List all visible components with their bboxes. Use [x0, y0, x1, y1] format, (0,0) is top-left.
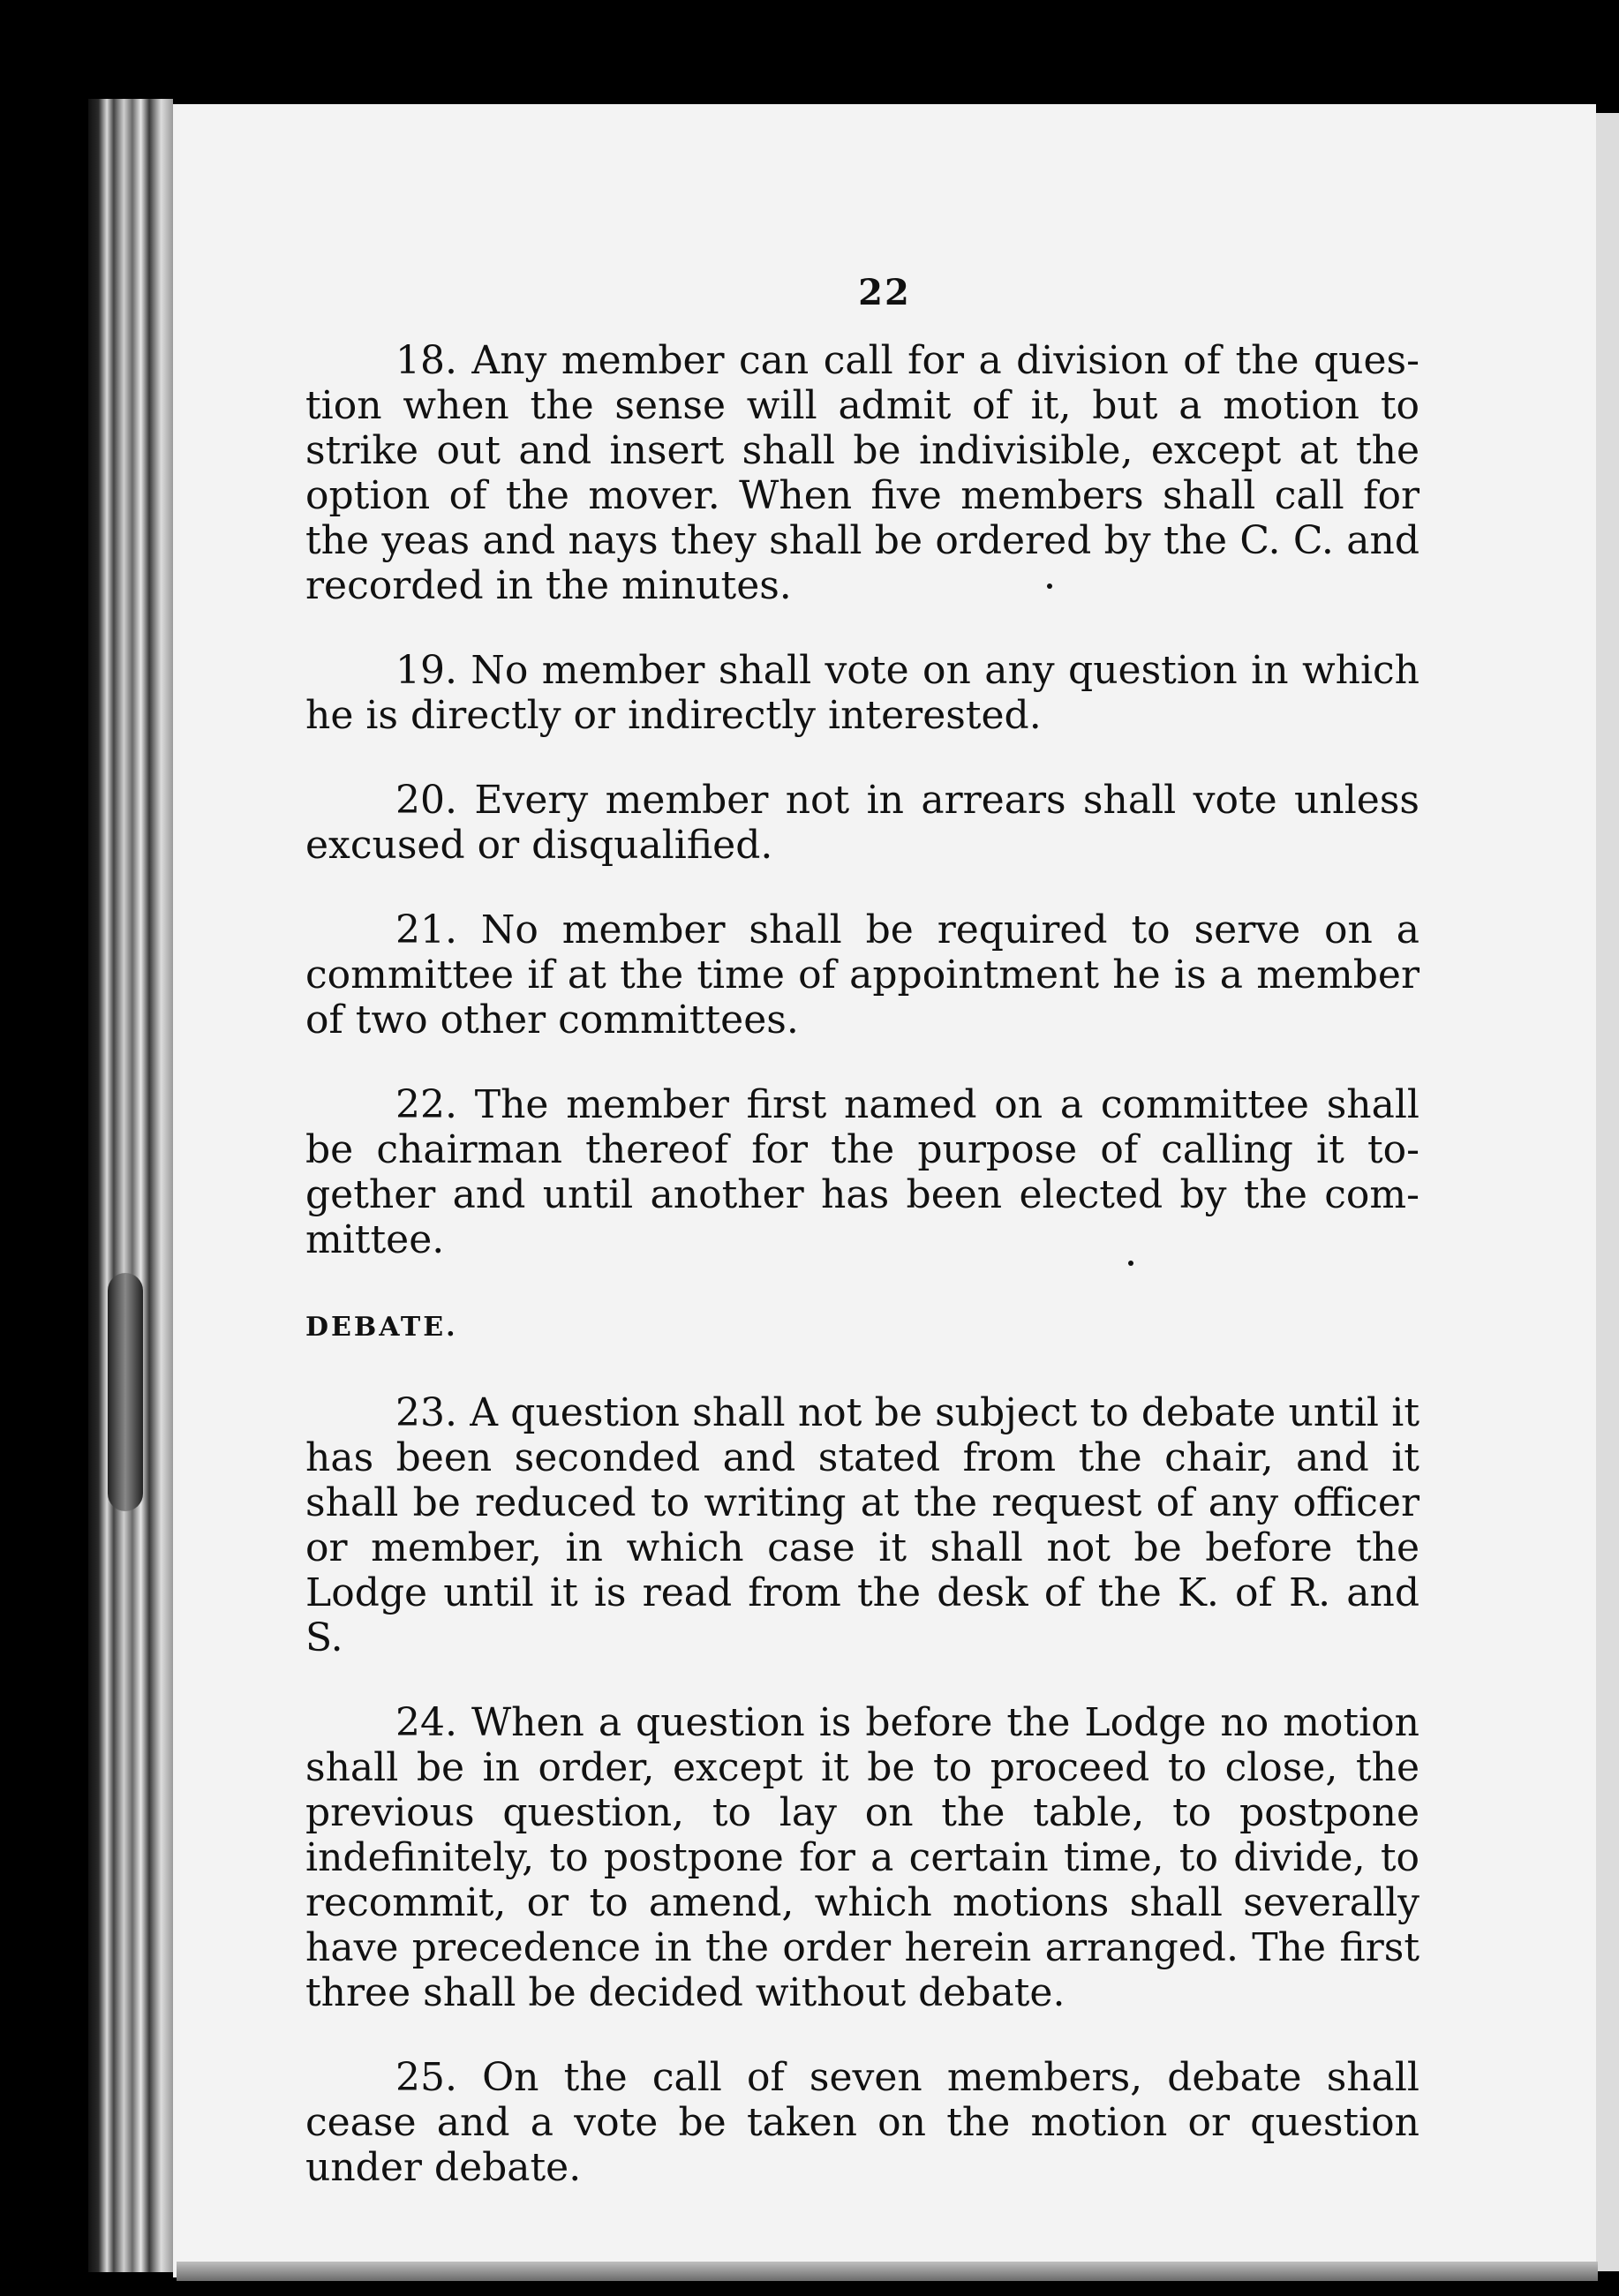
- page-body: [305, 338, 1419, 2230]
- rule-19-paragraph: 19. No member shall vote on any question in which he is directly or indirectly interested.: [305, 648, 1419, 738]
- section-heading-debate: DEBATE.: [305, 1312, 458, 1343]
- ink-speck: [1047, 583, 1052, 589]
- rule-22-paragraph: 22. The member first named on a committee shall be chairman thereof for the purpose of calling it together and until another has been elected by the committee.: [305, 1082, 1419, 1262]
- page-bottom-edge: [177, 2262, 1598, 2281]
- rule-25-paragraph: 25. On the call of seven members, debate shall cease and a vote be taken on the motion or question under debate.: [305, 2055, 1419, 2190]
- book-page: [173, 104, 1596, 2277]
- rule-18-paragraph: 18. Any member can call for a division of the question when the sense will admit of it, but a motion to strike out and insert shall be indivisible, except at the option of the mover. When five members shall call for the yeas and nays they shall be ordered by the C. C. and recorded in the minutes.: [305, 338, 1419, 608]
- rule-21-paragraph: 21. No member shall be required to serve on a committee if at the time of appointment he is a member of two other committees.: [305, 907, 1419, 1043]
- book-spine-edge: [88, 99, 173, 2272]
- rule-23-paragraph: 23. A question shall not be subject to debate until it has been seconded and stated from the chair, and it shall be reduced to writing at the request of any officer or member, in which case it shall not be before the Lodge until it is read from the desk of the K. of R. and S.: [305, 1390, 1419, 1660]
- page-number: 22: [858, 272, 911, 313]
- rule-24-paragraph: 24. When a question is before the Lodge no motion shall be in order, except it be to proceed to close, the previous question, to lay on the table, to postpone indefinitely, to postpone for a certain time, to divide, to recommit, or to amend, which motions shall severally have precedence in the order herein arranged. The first three shall be decided without debate.: [305, 1700, 1419, 2015]
- ink-speck: [1128, 1261, 1133, 1266]
- rule-20-paragraph: 20. Every member not in arrears shall vote unless excused or disqualified.: [305, 778, 1419, 868]
